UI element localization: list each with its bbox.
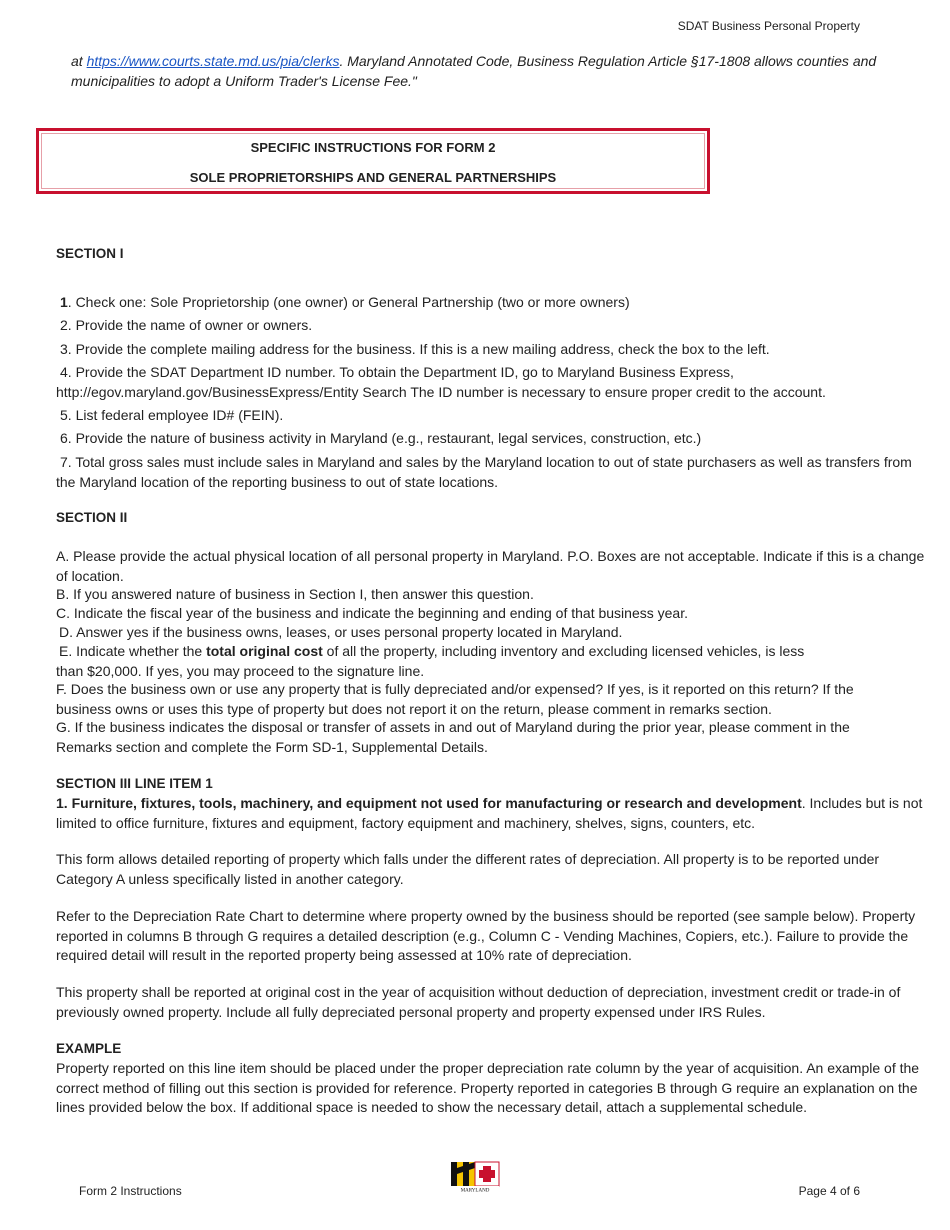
section-3-para-1: This form allows detailed reporting of property which falls under the different rates of depreciation. All property is to be reported under Category A unless specifically listed in another category. xyxy=(56,851,880,887)
item-e-post: of all the property, including inventory and excluding licensed vehicles, is less than $20,000. If yes, you may proceed to the signature line. xyxy=(56,643,805,679)
maryland-flag-icon xyxy=(449,1156,501,1194)
maryland-logo xyxy=(449,1156,501,1194)
title-line-1: SPECIFIC INSTRUCTIONS FOR FORM 2 xyxy=(250,140,496,155)
item-1-rest: . Includes but is not limited to office furniture, fixtures and equipment, factory equipment and machinery, shelves, signs, counters, etc. xyxy=(56,795,923,831)
section-3-para-2: Refer to the Depreciation Rate Chart to determine where property owned by the business should be reported (see sample below). Property reported in columns B through G requires a detailed description (e.g., Column C - Vending Machines, Copiers, etc.). Failure to provide the required detail will result in the reported property being assessed at 10% rate of depreciation. xyxy=(56,908,916,963)
section-1-item-4: 4. Provide the SDAT Department ID number. To obtain the Department ID, go to Maryland Business Express, http://egov.maryland.gov/BusinessExpress/Entity Search The ID number is necessary to ensure proper credit to the account. xyxy=(56,364,826,400)
section-2-heading: SECTION II xyxy=(56,510,128,525)
section-2-item-e xyxy=(56,642,826,681)
section-1-item-3: 3. Provide the complete mailing address for the business. If this is a new mailing address, check the box to the left. xyxy=(60,341,770,357)
section-2-item-a: A. Please provide the actual physical location of all personal property in Maryland. P.O. Boxes are not acceptable. Indicate if this is a change of location. xyxy=(56,548,925,584)
section-1-item-7: 7. Total gross sales must include sales in Maryland and sales by the Maryland location to out of state purchasers as well as transfers from the Maryland location of the reporting business to out of state locations. xyxy=(56,454,912,490)
section-3-heading: SECTION III LINE ITEM 1 xyxy=(56,776,213,791)
section-1-item-2: 2. Provide the name of owner or owners. xyxy=(60,317,313,333)
section-1-item-6: 6. Provide the nature of business activity in Maryland (e.g., restaurant, legal services, construction, etc.) xyxy=(60,430,702,446)
item-e-bold: total original cost xyxy=(206,643,323,659)
intro-prefix: at xyxy=(71,53,87,69)
title-line-2: SOLE PROPRIETORSHIPS AND GENERAL PARTNERSHIPS xyxy=(189,170,557,185)
page-header: SDAT Business Personal Property xyxy=(677,19,860,33)
courts-link[interactable]: https://www.courts.state.md.us/pia/clerks xyxy=(86,53,340,69)
instructions-title-box xyxy=(36,128,710,194)
item-e-pre: E. Indicate whether the xyxy=(59,643,207,659)
section-1-heading: SECTION I xyxy=(56,246,124,261)
section-3-para-3: This property shall be reported at original cost in the year of acquisition without deduction of depreciation, investment credit or trade-in of previously owned property. Include all fully depreciated personal property and property expensed under IRS Rules. xyxy=(56,984,901,1020)
intro-suffix: . Maryland Annotated Code, Business Regulation Article §17-1808 allows counties and municipalities to adopt a Uniform Trader's License Fee." xyxy=(71,53,877,89)
example-heading: EXAMPLE xyxy=(56,1041,122,1056)
section-2-item-g: G. If the business indicates the disposal or transfer of assets in and out of Maryland during the prior year, please comment in the Remarks section and complete the Form SD-1, Supplemental Details. xyxy=(56,719,850,755)
intro-paragraph xyxy=(71,51,911,91)
section-2-item-b: B. If you answered nature of business in Section I, then answer this question. xyxy=(56,586,534,602)
footer-form-name: Form 2 Instructions xyxy=(79,1184,182,1198)
section-1-item-1 xyxy=(60,293,932,313)
section-2-item-c: C. Indicate the fiscal year of the business and indicate the beginning and ending of that business year. xyxy=(56,605,688,621)
section-2-item-f: F. Does the business own or use any property that is fully depreciated and/or expensed? If yes, is it reported on this return? If the business owns or uses this type of property but does not report it on the return, please comment in remarks section. xyxy=(56,681,854,717)
example-text: Property reported on this line item should be placed under the proper depreciation rate column by the year of acquisition. An example of the correct method of filling out this section is provided for reference. Property reported in categories B through G require an explanation on the lines provided below the box. If additional space is needed to show the necessary detail, attach a supplemental schedule. xyxy=(56,1060,920,1115)
section-3-item-1 xyxy=(56,794,928,833)
item-1-text: . Check one: Sole Proprietorship (one owner) or General Partnership (two or more owners) xyxy=(67,294,630,310)
item-1-number: 1 xyxy=(60,294,68,310)
footer-page-number: Page 4 of 6 xyxy=(798,1184,860,1198)
section-1-item-5: 5. List federal employee ID# (FEIN). xyxy=(60,407,284,423)
logo-text: MARYLAND xyxy=(460,1188,490,1194)
item-1-bold: 1. Furniture, fixtures, tools, machinery, and equipment not used for manufacturing or research and development xyxy=(56,795,802,811)
section-2-item-d: D. Answer yes if the business owns, leases, or uses personal property located in Maryland. xyxy=(59,624,623,640)
